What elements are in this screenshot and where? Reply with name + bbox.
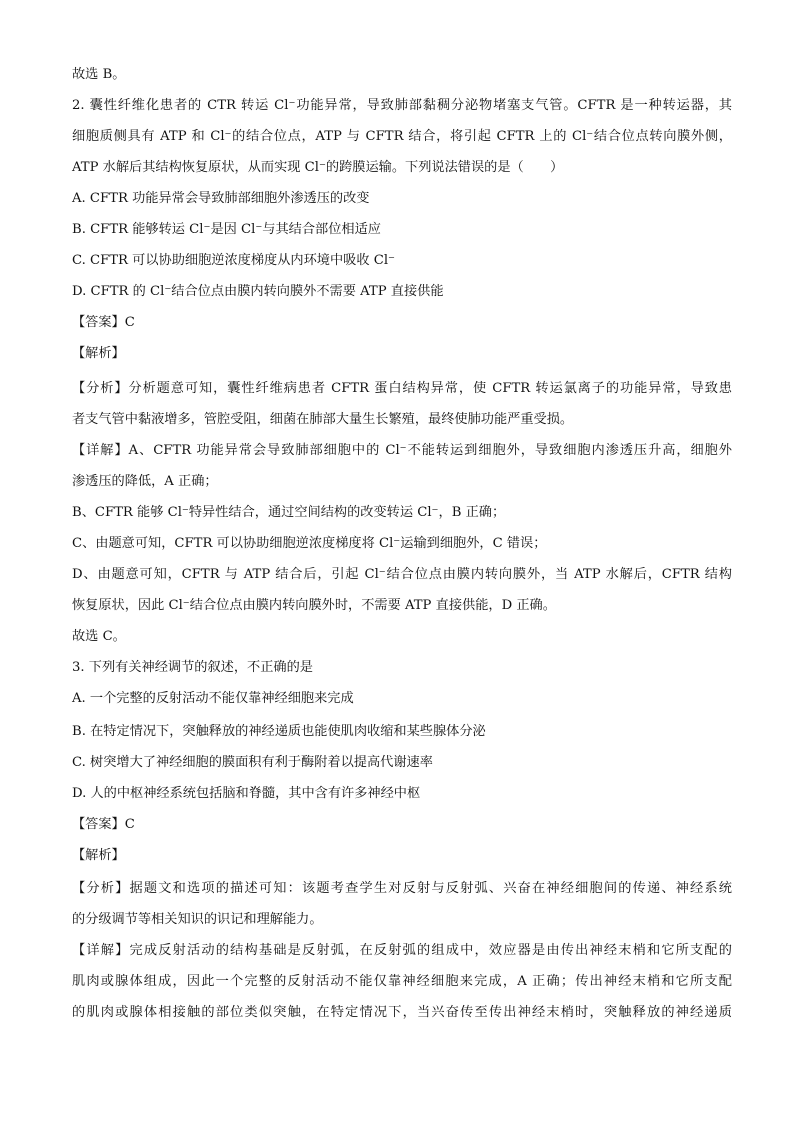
- option-c: C. 树突增大了神经细胞的膜面积有利于酶附着以提高代谢速率: [72, 755, 433, 770]
- text-line: 的肌肉或腺体相接触的部位类似突触，在特定情况下，当兴奋传至传出神经末梢时，突触释放的神经递质: [72, 1005, 732, 1020]
- option-d: D. 人的中枢神经系统包括脑和脊髓，其中含有许多神经中枢: [72, 786, 421, 801]
- text-line: 故选 C。: [72, 629, 126, 644]
- text-line: 者支气管中黏液增多，管腔受阻，细菌在肺部大量生长繁殖，最终使肺功能严重受损。: [72, 412, 574, 427]
- text-line: 【详解】完成反射活动的结构基础是反射弧，在反射弧的组成中，效应器是由传出神经末梢和它所支配的: [72, 943, 732, 958]
- text-line: 肌肉或腺体组成，因此一个完整的反射活动不能仅靠神经细胞来完成，A 正确；传出神经末梢和它所支配: [72, 974, 732, 989]
- analysis-label: 【解析】: [72, 848, 125, 863]
- text-line: C. CFTR 可以协助细胞逆浓度梯度从内环境中吸收 Cl⁻: [72, 253, 395, 268]
- text-line: D、由题意可知，CFTR 与 ATP 结合后，引起 Cl⁻结合位点由膜内转向膜外，当 ATP 水解后，CFTR 结构: [72, 567, 732, 582]
- option-a: A. 一个完整的反射活动不能仅靠神经细胞来完成: [72, 691, 354, 706]
- analysis-label: 【解析】: [72, 346, 125, 361]
- text-line: D. CFTR 的 Cl⁻结合位点由膜内转向膜外不需要 ATP 直接供能: [72, 284, 444, 299]
- text-line: ATP 水解后其结构恢复原状，从而实现 Cl⁻的跨膜运输。下列说法错误的是（ ）: [72, 160, 564, 175]
- question-3: 3. 下列有关神经调节的叙述，不正确的是: [72, 660, 313, 675]
- text-line: 【详解】A、CFTR 功能异常会导致肺部细胞中的 Cl⁻不能转运到细胞外，导致细胞内渗透压升高，细胞外: [72, 443, 732, 458]
- text-line: 细胞质侧具有 ATP 和 Cl⁻的结合位点，ATP 与 CFTR 结合，将引起 CFTR 上的 Cl⁻结合位点转向膜外侧，: [72, 129, 732, 144]
- option-b: B. 在特定情况下，突触释放的神经递质也能使肌肉收缩和某些腺体分泌: [72, 724, 486, 739]
- text-line: 2. 囊性纤维化患者的 CTR 转运 Cl⁻功能异常，导致肺部黏稠分泌物堵塞支气管。CFTR 是一种转运器，其: [72, 98, 732, 113]
- text-line: 渗透压的降低，A 正确；: [72, 474, 218, 489]
- text-line: 【分析】据题文和选项的描述可知：该题考查学生对反射与反射弧、兴奋在神经细胞间的传递、神经系统: [72, 881, 732, 896]
- answer-label: 【答案】C: [72, 817, 135, 832]
- text-line: 故选 B。: [72, 67, 126, 82]
- text-line: 的分级调节等相关知识的识记和理解能力。: [72, 912, 323, 927]
- text-line: B. CFTR 能够转运 Cl⁻是因 Cl⁻与其结合部位相适应: [72, 222, 381, 237]
- text-line: C、由题意可知，CFTR 可以协助细胞逆浓度梯度将 Cl⁻运输到细胞外，C 错误；: [72, 536, 547, 551]
- text-line: B、CFTR 能够 Cl⁻特异性结合，通过空间结构的改变转运 Cl⁻，B 正确；: [72, 505, 506, 520]
- text-line: 恢复原状，因此 Cl⁻结合位点由膜内转向膜外时，不需要 ATP 直接供能，D 正确。: [72, 598, 556, 613]
- answer-label: 【答案】C: [72, 315, 135, 330]
- text-line: 【分析】分析题意可知，囊性纤维病患者 CFTR 蛋白结构异常，使 CFTR 转运氯离子的功能异常，导致患: [72, 381, 732, 396]
- text-line: A. CFTR 功能异常会导致肺部细胞外渗透压的改变: [72, 191, 370, 206]
